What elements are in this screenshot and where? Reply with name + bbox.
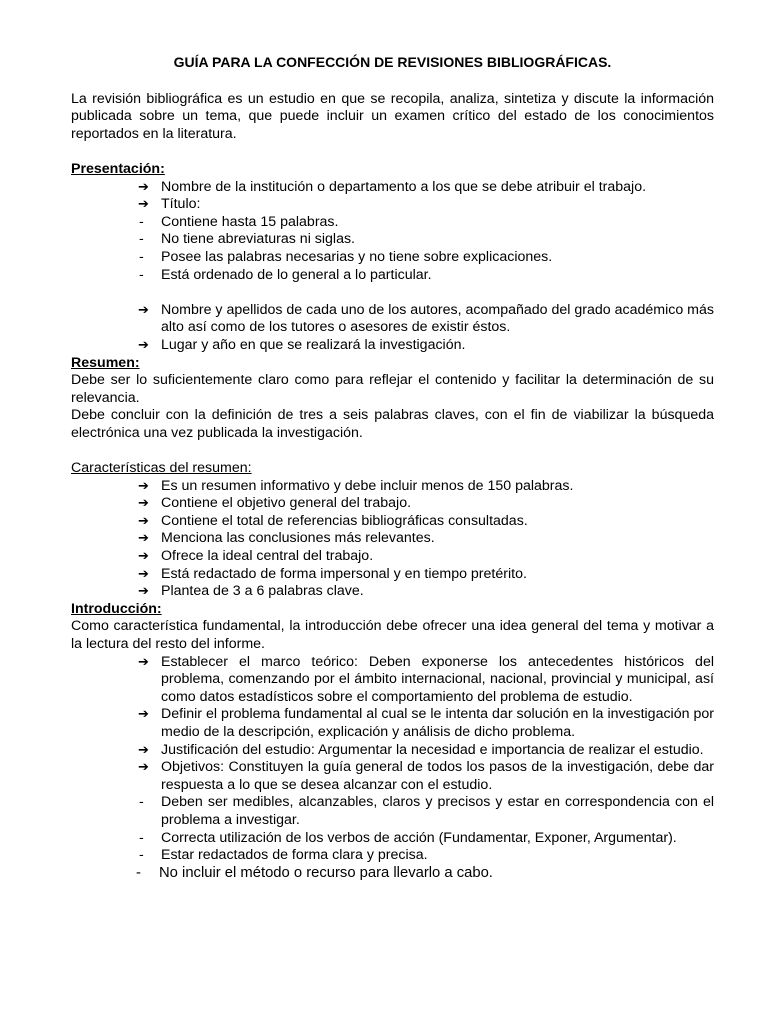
- list-item: [71, 302, 714, 337]
- list-item: [71, 337, 714, 355]
- arrow-bullet-icon: ➔: [138, 513, 149, 529]
- dash-bullet: -: [139, 213, 144, 230]
- resumen-paragraph: Debe ser lo suficientemente claro como para reflejar el contenido y facilitar la determinación de su relevancia.: [71, 372, 714, 406]
- arrow-bullet-icon: ➔: [138, 566, 149, 582]
- list-item: [71, 530, 714, 548]
- list-item-text: Contiene el total de referencias bibliográficas consultadas.: [161, 512, 528, 529]
- list-item-text: Está redactado de forma impersonal y en tiempo pretérito.: [161, 565, 527, 582]
- list-item: [71, 865, 714, 883]
- subsection-heading-caracteristicas: Características del resumen:: [71, 460, 252, 477]
- list-item-text: Título:: [161, 196, 201, 213]
- list-item: [71, 196, 714, 214]
- list-item: [71, 249, 714, 267]
- arrow-bullet-icon: ➔: [138, 496, 149, 512]
- dash-bullet: -: [139, 847, 144, 864]
- list-item-text: Es un resumen informativo y debe incluir menos de 150 palabras.: [161, 477, 574, 494]
- list-item: [71, 478, 714, 496]
- dash-bullet: -: [136, 864, 141, 881]
- list-item-text: Nombre y apellidos de cada uno de los autores, acompañado del grado académico más alto así como de los tutores o asesores de existir éstos.: [161, 301, 714, 336]
- list-item: [71, 742, 714, 760]
- arrow-bullet-icon: ➔: [138, 302, 149, 318]
- introduccion-paragraph: Como característica fundamental, la introducción debe ofrecer una idea general del tema y motivar a la lectura del resto del informe.: [71, 618, 714, 652]
- list-item-text: No incluir el método o recurso para llevarlo a cabo.: [159, 864, 493, 881]
- resumen-paragraph: Debe concluir con la definición de tres a seis palabras claves, con el fin de viabilizar la búsqueda electrónica una vez publicada la investigación.: [71, 407, 714, 441]
- spacer: [71, 284, 714, 302]
- list-item: [71, 548, 714, 566]
- list-item-text: Justificación del estudio: Argumentar la necesidad e importancia de realizar el estudio.: [161, 741, 704, 758]
- spacer: [71, 442, 714, 460]
- list-item: [71, 706, 714, 741]
- arrow-bullet-icon: ➔: [138, 742, 149, 758]
- list-item: [71, 513, 714, 531]
- list-item: [71, 214, 714, 232]
- list-item: [71, 583, 714, 601]
- list-item-text: Contiene hasta 15 palabras.: [161, 213, 339, 230]
- list-item: [71, 495, 714, 513]
- list-item-text: No tiene abreviaturas ni siglas.: [161, 231, 355, 248]
- arrow-bullet-icon: ➔: [138, 707, 149, 723]
- list-item: [71, 231, 714, 249]
- section-heading-resumen: Resumen:: [71, 354, 140, 371]
- dash-bullet: -: [139, 829, 144, 846]
- dash-bullet: -: [139, 266, 144, 283]
- list-item-text: Ofrece la ideal central del trabajo.: [161, 548, 374, 565]
- list-item-text: Establecer el marco teórico: Deben exponerse los antecedentes históricos del problema, comenzando por el ámbito internacional, nacional, provincial y municipal, así como datos estadísticos sobre el comportamiento del problema de estudio.: [161, 653, 714, 705]
- arrow-bullet-icon: ➔: [138, 478, 149, 494]
- arrow-bullet-icon: ➔: [138, 179, 149, 195]
- list-item: [71, 794, 714, 829]
- list-item-text: Deben ser medibles, alcanzables, claros y precisos y estar en correspondencia con el problema a investigar.: [161, 794, 714, 828]
- section-heading-introduccion: Introducción:: [71, 600, 162, 617]
- list-item-text: Plantea de 3 a 6 palabras clave.: [161, 583, 364, 600]
- list-item: [71, 654, 714, 707]
- list-item: [71, 759, 714, 794]
- list-item-text: Posee las palabras necesarias y no tiene sobre explicaciones.: [161, 248, 553, 265]
- list-item: [71, 267, 714, 285]
- list-item: [71, 566, 714, 584]
- list-item-text: Menciona las conclusiones más relevantes.: [161, 530, 435, 547]
- list-item: [71, 830, 714, 848]
- intro-paragraph: La revisión bibliográfica es un estudio en que se recopila, analiza, sintetiza y discute la información publicada sobre un tema, que puede incluir un examen crítico del estado de los conocimientos reportados en la literatura.: [71, 90, 714, 142]
- document-title: GUÍA PARA LA CONFECCIÓN DE REVISIONES BIBLIOGRÁFICAS.: [173, 54, 612, 70]
- list-item-text: Estar redactados de forma clara y precisa.: [161, 847, 428, 864]
- arrow-bullet-icon: ➔: [138, 531, 149, 547]
- list-item-text: Está ordenado de lo general a lo particular.: [161, 266, 432, 283]
- dash-bullet: -: [139, 231, 144, 248]
- arrow-bullet-icon: ➔: [138, 584, 149, 600]
- list-item-text: Lugar y año en que se realizará la investigación.: [161, 336, 466, 353]
- arrow-bullet-icon: ➔: [138, 549, 149, 565]
- arrow-bullet-icon: ➔: [138, 760, 149, 776]
- dash-bullet: -: [139, 248, 144, 265]
- dash-bullet: -: [139, 794, 144, 811]
- arrow-bullet-icon: ➔: [138, 337, 149, 353]
- arrow-bullet-icon: ➔: [138, 197, 149, 213]
- list-item-text: Definir el problema fundamental al cual se le intenta dar solución en la investigación por medio de la descripción, explicación y análisis de dicho problema.: [161, 706, 714, 740]
- list-item: [71, 179, 714, 197]
- list-item-text: Nombre de la institución o departamento a los que se debe atribuir el trabajo.: [161, 178, 647, 195]
- document-page: [71, 54, 714, 882]
- spacer: [71, 143, 714, 161]
- section-heading-presentacion: Presentación:: [71, 160, 165, 177]
- list-item-text: Objetivos: Constituyen la guía general de todos los pasos de la investigación, debe dar respuesta a lo que se desea alcanzar con el estudio.: [161, 759, 714, 793]
- arrow-bullet-icon: ➔: [138, 654, 149, 670]
- list-item-text: Correcta utilización de los verbos de acción (Fundamentar, Exponer, Argumentar).: [161, 829, 677, 846]
- list-item-text: Contiene el objetivo general del trabajo.: [161, 495, 412, 512]
- list-item: [71, 847, 714, 865]
